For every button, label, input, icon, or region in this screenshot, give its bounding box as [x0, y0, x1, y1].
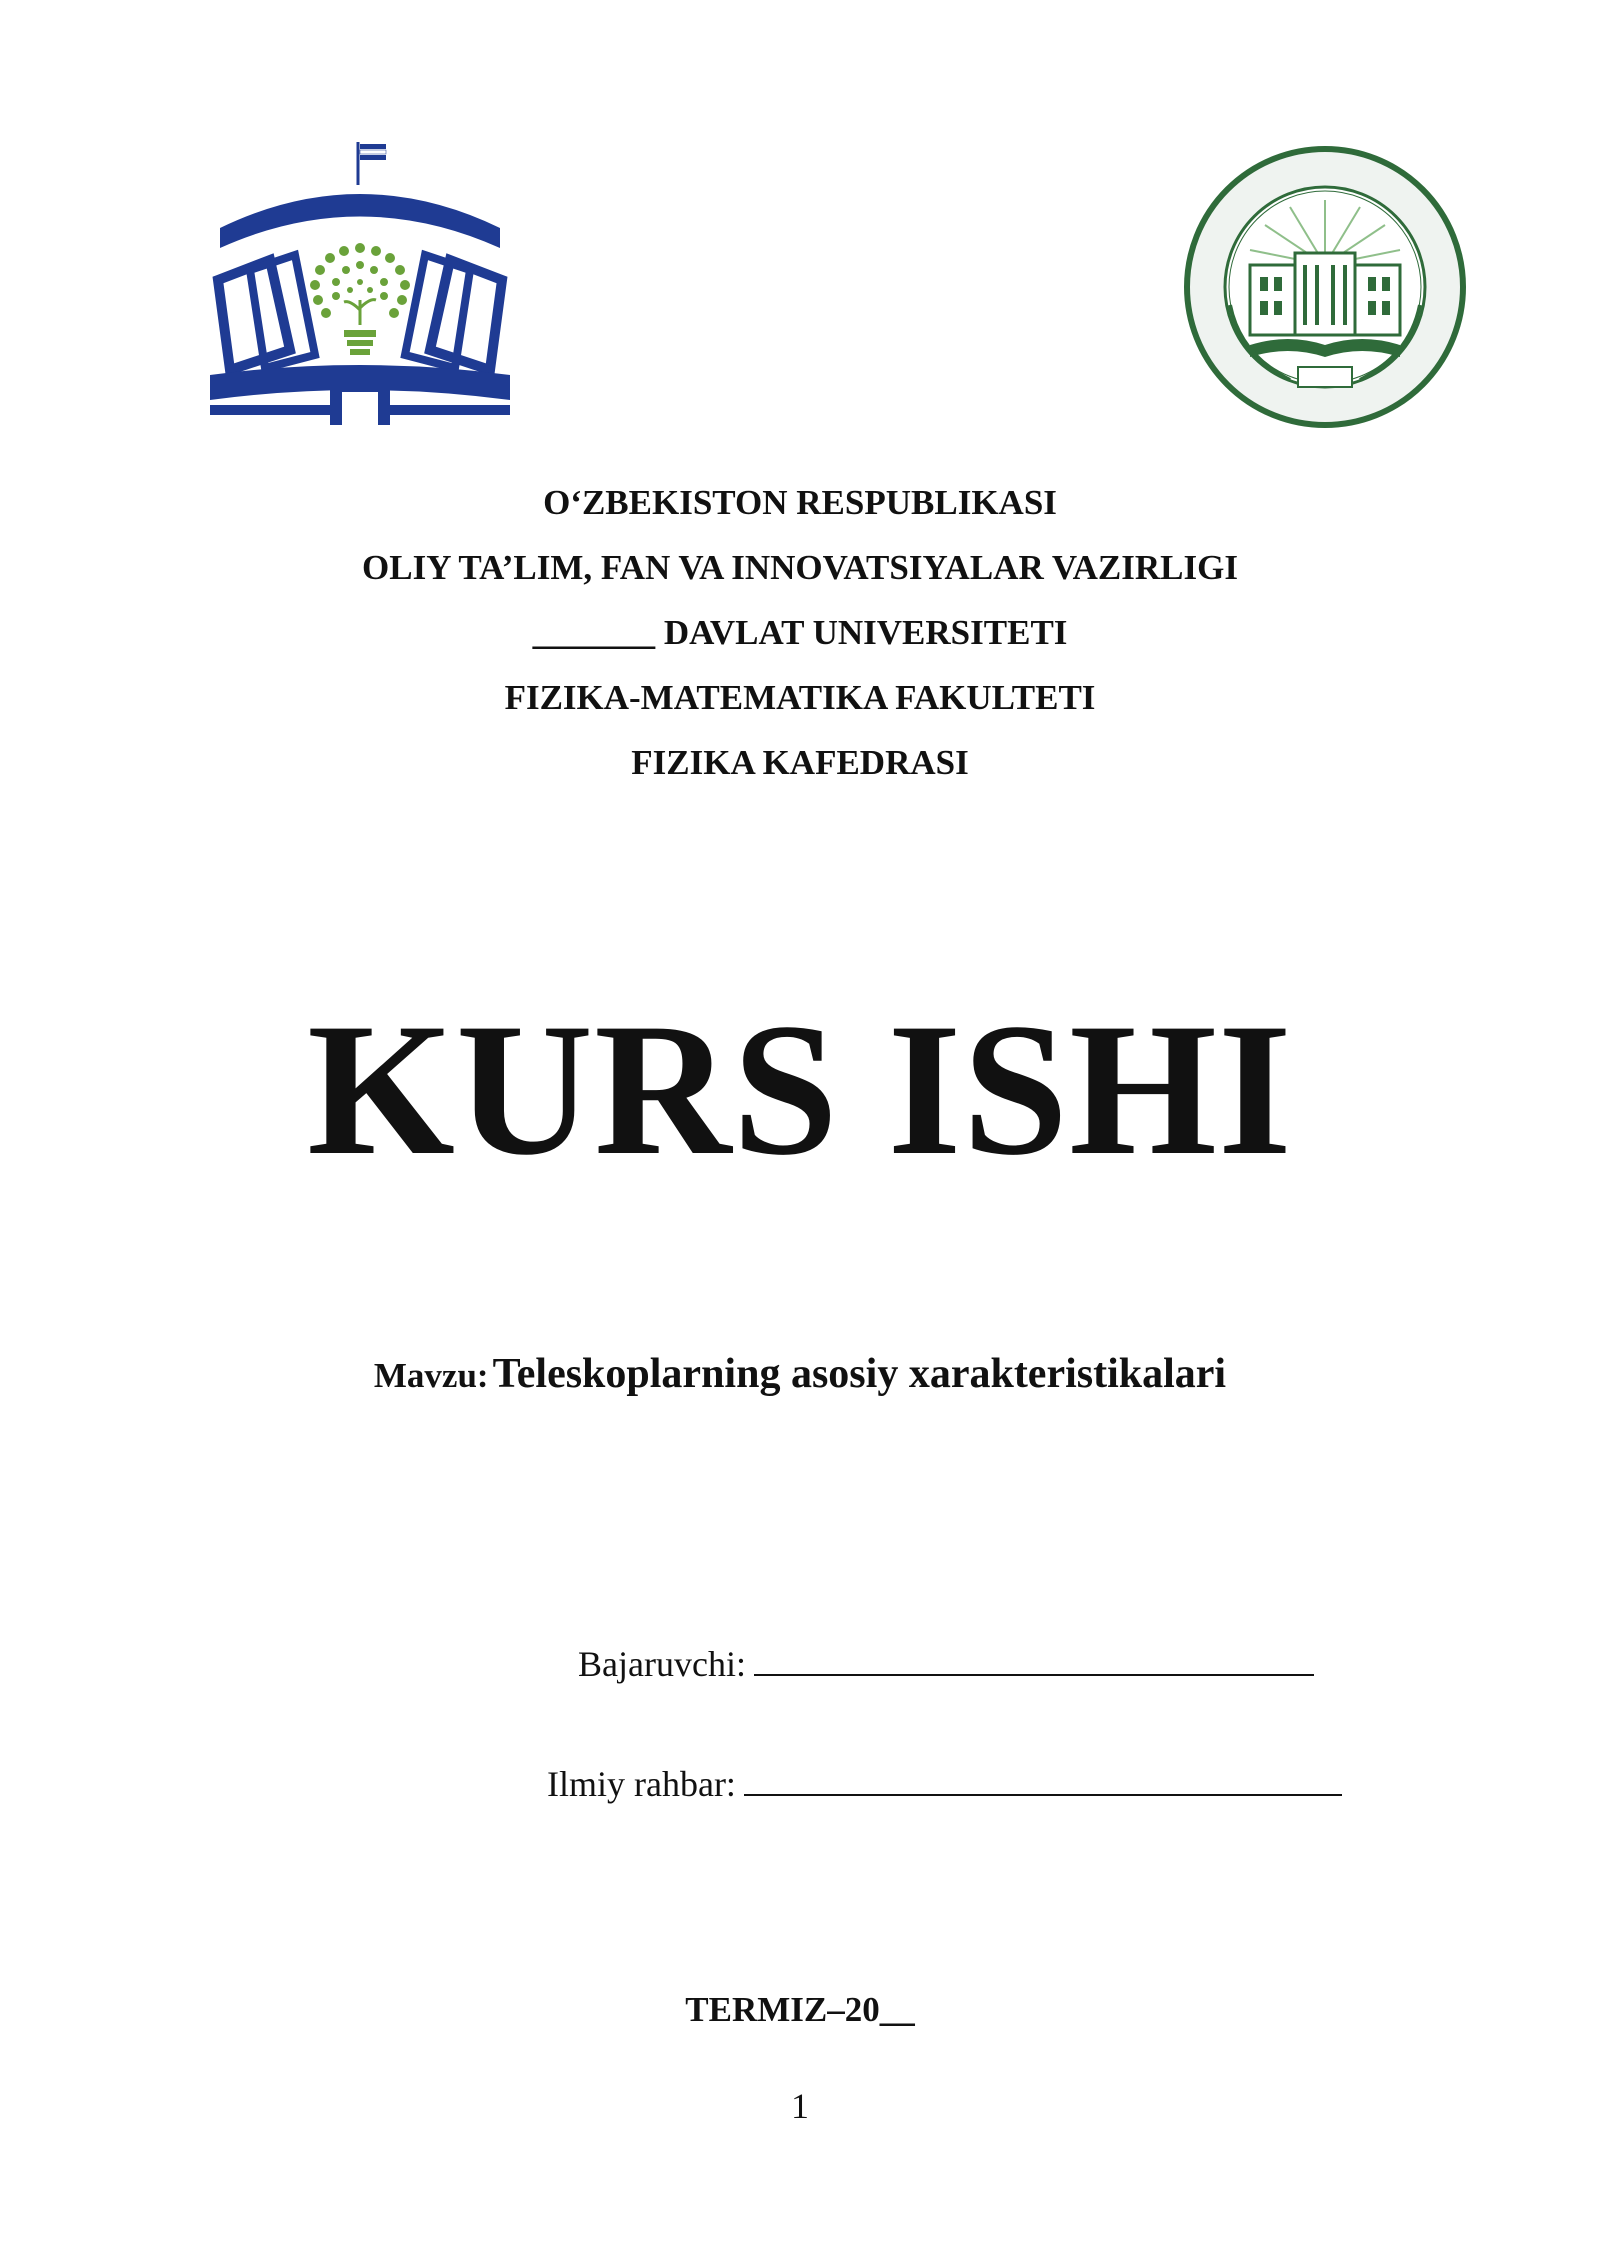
faculty-line: FIZIKA-MATEMATIKA FAKULTETI — [504, 678, 1096, 717]
topic-text: Teleskoplarning asosiy xarakteristikalari — [492, 1351, 1227, 1397]
country-line: O‘ZBEKISTON RESPUBLIKASI — [543, 483, 1057, 522]
supervisor-line — [547, 1760, 1342, 1805]
ministry-logo — [210, 140, 510, 430]
university-seal — [1180, 145, 1470, 430]
institution-header — [0, 470, 1600, 795]
department-line: FIZIKA KAFEDRASI — [631, 743, 969, 782]
document-title: KURS ISHI — [307, 985, 1293, 1195]
executor-label: Bajaruvchi: — [578, 1644, 746, 1684]
city-year: TERMIZ–20__ — [685, 1990, 915, 2029]
page-number: 1 — [791, 2086, 809, 2126]
topic-line — [0, 1350, 1600, 1398]
executor-line — [578, 1640, 1314, 1685]
supervisor-blank — [744, 1760, 1342, 1796]
ministry-line: OLIY TA’LIM, FAN VA INNOVATSIYALAR VAZIRLIGI — [362, 548, 1238, 587]
university-line: _______ DAVLAT UNIVERSITETI — [532, 613, 1068, 652]
executor-blank — [754, 1640, 1314, 1676]
topic-label: Mavzu: — [373, 1356, 489, 1395]
supervisor-label: Ilmiy rahbar: — [547, 1764, 736, 1804]
